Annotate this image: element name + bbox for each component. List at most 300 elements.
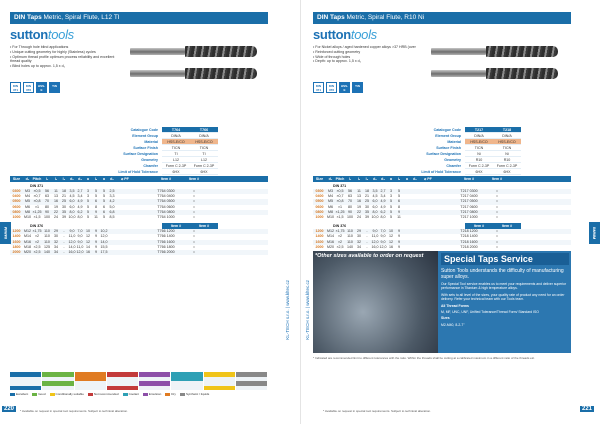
banner-heading: Sizes [441,316,450,321]
table-cell: 18 [365,189,369,193]
coating-icon: TiN [352,82,363,93]
table-cell: 32 [54,239,58,244]
table-cell: ×0,5 [33,189,41,193]
table-cell: 110 [347,234,353,239]
table-cell: • [496,214,498,219]
table-cell: 8 [398,204,400,209]
table-cell: 22 [54,209,58,214]
table-cell: 6,0 [69,204,75,209]
table-cell: 11 [397,214,401,219]
tap-shank [431,70,486,77]
table-cell: 4,2 [109,199,115,204]
table-cell: 21 [62,194,66,199]
table-cell: T217 1000 [460,214,478,219]
table-cell: ×1 [337,204,343,209]
column-label: d₂ [373,177,377,181]
page-header: DIN Taps Metric, Spiral Flute, L12 TI [10,12,268,24]
table-cell: • [496,229,498,234]
table-cell: • [193,189,195,193]
table-cell: 5 [95,189,97,193]
table-cell: 12 [86,239,90,244]
table-cell: 3,5 [372,189,378,193]
table-cell: 2000 [315,244,324,249]
footnote: * Available on request in special tool requirements. Subject to technical alteration. [323,409,432,413]
table-cell: 80 [348,204,352,209]
page-number: 221 [581,406,592,412]
table-cell: 6,0 [69,199,75,204]
table-cell: 18 [62,189,66,193]
table-cell: ×1,25 [335,209,345,214]
group-header: DIN 376 Item # Item # [313,223,571,229]
table-cell: 10,0 [371,214,379,219]
legend-item: Excellent [10,392,28,396]
tap-shank [130,70,185,77]
table-cell: 10,2 [100,229,108,234]
table-cell: 25 [62,199,66,204]
banner-subtitle: Sutton Tools understands the difficulty of manufacturing super alloys. [441,268,564,280]
banner-tagline: *Other sizes available to order on request [315,253,424,259]
legend-item: Conditionally suitable [50,392,84,396]
table-cell: 9 [398,209,400,214]
legend-item: Emulsion [143,392,161,396]
spec-row: Geometry R10 R10 [313,157,571,163]
sutton-logo: suttontools [313,27,377,42]
table-cell: M5 [25,199,30,204]
table-cell: 5 [87,199,89,204]
column-label: d₁ [328,177,333,181]
table-cell: M20 [24,249,31,254]
table-cell [116,250,134,255]
table-cell: 6,8 [109,209,115,214]
table-cell: 70 [348,199,352,204]
table-cell: 110 [347,239,353,244]
table-cell: 3,4 [380,194,386,199]
column-label: l₂ [357,177,361,181]
table-cell: ×0,7 [336,194,344,199]
column-label: d₁ [25,177,30,181]
spec-table [313,127,571,250]
table-cell: 0500 [12,199,21,204]
table-cell: • [193,194,195,199]
spec-row: Surface Finish TICN TICN [313,145,571,151]
table-cell: T764 0800 [157,209,175,214]
table-cell [116,215,134,220]
din371-icon: DIN 371 [313,82,324,93]
table-cell: 10,0 [68,214,76,219]
table-cell: 3,5 [69,189,75,193]
table-cell: 5 [95,194,97,199]
column-label [134,176,152,182]
table-cell: T217 0500 [460,199,478,204]
table-cell: - [63,234,65,239]
table-cell: T766 2000 [157,249,175,254]
column-label: d₃ [78,177,82,181]
table-cell: 16 [54,199,58,204]
column-label: Item # [491,177,503,181]
table-cell: 19 [54,204,58,209]
table-cell: • [193,249,195,254]
table-cell: 56 [45,189,49,193]
table-cell: T764 0300 [157,189,175,193]
matrix-cell [139,386,171,391]
column-label: l₉ [397,177,401,181]
table-cell: 5 [103,194,105,199]
table-cell: 11 [54,189,58,193]
group-title: DIN 371 [30,184,44,188]
table-cell: 29 [357,229,361,234]
table-cell: 39 [62,214,66,219]
table-cell: 0800 [315,209,324,214]
spec-row: Chamfer Form C 2-3P Form C 2-3P [10,163,268,169]
table-cell: 4,5 [69,194,75,199]
legend-item: Good [32,392,45,396]
table-cell: ×2 [337,234,343,239]
table-cell: - [366,244,368,249]
table-cell: T766 1600 [157,239,175,244]
table-cell: 0300 [315,189,324,193]
table-cell: 9 [95,249,97,254]
table-cell [108,250,116,255]
page-header: DIN Taps Metric, Spiral Flute, R10 Ni [313,12,571,24]
table-cell: T218 1600 [460,239,478,244]
table-cell: ×1 [34,204,40,209]
product-rows [10,229,268,255]
table-cell: T218 1200 [460,229,478,234]
table-cell: 80 [45,204,49,209]
legend-item: Not recommended [88,392,119,396]
table-cell [419,245,437,250]
table-cell: ×2,5 [336,244,344,249]
spec-row: Chamfer Form C 2-3P Form C 2-3P [313,163,571,169]
table-cell: 9 [398,234,400,239]
column-label: d₃ [381,177,385,181]
tap-shank [130,48,185,55]
table-cell: T764 0400 [157,194,175,199]
tap-image [486,68,558,79]
table-cell: M10 [24,214,31,219]
special-taps-banner [313,251,571,353]
table-cell: T218 2000 [460,244,478,249]
table-cell: 140 [347,244,353,249]
table-cell: 6,2 [380,209,386,214]
table-cell [134,250,152,255]
table-cell: 9 [95,239,97,244]
tap-image [185,68,257,79]
table-cell: 21 [365,194,369,199]
column-label [437,176,455,182]
table-cell: ×2,5 [33,249,41,254]
table-cell: M14 [24,234,31,239]
table-cell: 12,0 [76,249,84,254]
table-cell: 9 [95,244,97,249]
website-text: KL-TECH s.r.o. | www.kltec.cz [305,280,310,340]
table-cell: • [496,209,498,214]
table-cell: 7,0 [380,229,386,234]
table-cell: 1000 [12,214,21,219]
table-cell: 110 [44,239,50,244]
table-cell: 5 [390,204,392,209]
feature-bullets: • For Nickel alloys / aged hardened copper alloys >37 HRB (over • Reinforced cutting geometry • Wide of through holes • Depth: up to approx. 1,5 x d₁ [313,45,416,64]
legend-item: Dry [165,392,176,396]
table-cell: 4,5 [372,194,378,199]
table-cell: 12,0 [379,244,387,249]
column-label: Item # [463,177,475,181]
spec-row: Catalogue Code T217 T218 [313,127,571,133]
table-cell: T217 0800 [460,209,478,214]
footnote: * Available on request in special tool requirements. Subject to technical alteration. [20,409,129,413]
table-cell: 12 [86,234,90,239]
spec-row: Element Group DIN/A DIN/A [313,133,571,139]
table-row [313,215,571,220]
spec-row: Surface Designation TI TI [10,151,268,157]
table-cell: 5 [390,199,392,204]
table-cell: 0600 [315,204,324,209]
table-cell: 30 [54,234,58,239]
table-cell [437,215,455,220]
table-cell: M6 [25,204,30,209]
table-cell: - [366,239,368,244]
din376-icon: DIN 376 [23,82,34,93]
table-cell: 9 [95,234,97,239]
table-cell: 100 [347,214,353,219]
table-cell: • [193,234,195,239]
table-cell: ×2 [337,239,343,244]
column-label: Item # [160,177,172,181]
table-cell: 5,0 [109,204,115,209]
table-cell: 5 [390,209,392,214]
product-rows [10,189,268,220]
table-cell: 6 [103,204,105,209]
column-label: ⌀ PF [121,177,129,181]
table-cell: 6 [103,209,105,214]
table-cell: 56 [348,189,352,193]
column-label: d₂ [413,177,417,181]
table-cell: 63 [348,194,352,199]
note-text: * Indicated are recommended limit to different tolerances with the ratio. Within the threads shall be cutting at a calibrated maximum in a different ratio of the threads etc. [313,356,536,360]
banner-paragraph: M, MF, UNC, UNF, Unified Tolerance/Thread Form/ Standard ISO [441,310,539,315]
table-cell: ×0,8 [33,199,41,204]
table-cell: 29 [54,229,58,234]
table-cell: 9 [398,244,400,249]
matrix-cell [107,386,139,391]
table-cell: 2000 [12,249,21,254]
table-cell: 9,0 [380,234,386,239]
table-row [313,245,571,250]
table-cell: • [193,239,195,244]
legend-item: Coolant [123,392,139,396]
table-cell: T766 1800 [157,244,175,249]
table-cell: 2,5 [109,189,115,193]
spec-row: Surface Designation Ni Ni [313,151,571,157]
table-cell: ×0,5 [336,189,344,193]
table-cell: T217 0400 [460,194,478,199]
column-label: Pitch [32,177,42,181]
spec-row: Limit of Hold Tolerance 6HX 6HX [10,169,268,175]
table-cell: 16,0 [371,244,379,249]
table-cell: 24 [357,214,361,219]
table-cell: M4 [328,194,333,199]
din376-icon: DIN 376 [326,82,337,93]
table-cell: 25 [365,199,369,204]
table-cell: 6,2 [77,209,83,214]
banner-paragraph: With sets to all level of the sizes, your quality rate of product any need for an order delivery. Refer your technical team with our Tools team. [441,292,565,302]
table-cell: 9 [398,229,400,234]
column-label: l₁ [45,177,49,181]
table-cell: • [193,204,195,209]
table-cell: T218 1400 [460,234,478,239]
table-cell: 30 [62,204,66,209]
table-cell: 90 [45,209,49,214]
table-cell: 0300 [12,189,21,193]
table-cell: • [193,214,195,219]
table-cell: 11 [357,189,361,193]
standard-icons [10,82,60,93]
column-label: l₂ [54,177,58,181]
table-cell: 12 [389,239,393,244]
table-cell: 9 [95,209,97,214]
table-cell: M12 [327,229,334,234]
table-cell: 8 [95,204,97,209]
table-cell: 2,7 [77,189,83,193]
matrix-cell [10,386,42,391]
table-cell: • [193,229,195,234]
column-label: l₃ [365,177,369,181]
matrix-cell [171,386,203,391]
table-cell: 9,0 [69,229,75,234]
coating-icon: TiN [49,82,60,93]
matrix-row [10,386,268,391]
table-cell: 8,5 [109,214,115,219]
table-cell: T217 0300 [460,189,478,193]
table-cell: • [193,209,195,214]
table-cell: 9 [95,229,97,234]
table-cell [411,215,419,220]
table-cell: M8 [328,209,333,214]
table-cell: • [496,234,498,239]
table-cell: 63 [45,194,49,199]
table-cell: 19 [357,204,361,209]
table-cell: 70 [45,199,49,204]
table-cell: 12,0 [100,234,108,239]
product-rows [313,189,571,220]
table-cell [403,215,411,220]
table-cell [411,245,419,250]
banner-text [441,253,569,327]
matrix-cell [75,386,107,391]
table-cell: 5 [398,194,400,199]
table-cell: 11,0 [371,234,379,239]
table-cell: 1200 [12,229,21,234]
table-cell: 4,9 [380,199,386,204]
table-cell: 22 [357,209,361,214]
table-cell: 2,7 [380,189,386,193]
table-cell: 5 [87,209,89,214]
table-cell: 90 [348,209,352,214]
column-label: a [406,177,408,181]
table-cell: M10 [327,214,334,219]
column-label: d₂ [70,177,74,181]
spec-row: Element Group DIN/A DIN/A [10,133,268,139]
side-tab: IM/MM [589,222,600,244]
table-cell: T766 1200 [157,229,175,234]
table-cell: 30 [357,234,361,239]
table-cell: M8 [25,209,30,214]
table-cell: • [496,244,498,249]
banner-paragraph: Our Special Tool service enables us to meet your requirements and deliver superior performance in Titanium & high temperature alloys. [441,282,567,291]
table-cell: 6,0 [372,199,378,204]
table-cell: 11,0 [76,244,84,249]
table-cell: 3 [87,189,89,193]
table-cell: 10 [389,229,393,234]
table-cell: M16 [24,239,31,244]
table-cell: - [63,249,65,254]
table-cell: 8,0 [69,209,75,214]
table-cell: 5 [87,204,89,209]
column-label: l₁ [348,177,352,181]
table-cell: 4,9 [77,199,83,204]
legend-item: Synthetic / liquids [180,392,209,396]
feature-bullets: • For Through hole blind applications • Unique cutting geometry for highly (Stainless) cycles • Optimum thread profile optimum process reliability and excellent thread quality • Blind holes up to approx. 1,5 x d₁ [10,45,115,69]
table-cell: 100 [44,214,50,219]
table-cell: • [496,204,498,209]
table-cell: 0500 [315,199,324,204]
table-cell: 12,0 [371,239,379,244]
table-cell: 110 [44,229,50,234]
table-cell: 4,9 [77,204,83,209]
table-cell: 5 [103,189,105,193]
website-text: KL-TECH s.r.o. | www.kltec.cz [285,280,290,340]
table-cell: 4,9 [380,204,386,209]
spec-table [10,127,268,255]
table-cell: 24 [54,214,58,219]
page-number: 220 [4,406,15,412]
table-cell: 1000 [315,214,324,219]
table-cell: M4 [25,194,30,199]
table-cell: 0400 [12,194,21,199]
column-label: a [390,177,392,181]
table-cell: T764 1000 [157,214,175,219]
column-label: Pitch [335,177,345,181]
table-cell: 3 [87,194,89,199]
table-cell: 125 [44,244,50,249]
table-row [10,215,268,220]
table-cell: 9,0 [77,239,83,244]
table-cell: 16 [357,199,361,204]
table-cell: 13 [357,194,361,199]
table-cell: ×1,75 [335,229,345,234]
table-cell: 3 [390,194,392,199]
table-cell: ×2 [34,239,40,244]
material-legend [10,392,268,396]
matrix-cell [236,386,268,391]
table-cell: 110 [347,229,353,234]
table-cell: 8,0 [77,214,83,219]
side-tab: IM/MM [0,222,11,244]
table-cell: 5 [103,199,105,204]
table-cell: 5 [103,214,105,219]
table-cell: 9,0 [77,234,83,239]
table-cell: 9,0 [380,239,386,244]
group-title: DIN 371 [333,184,347,188]
spec-row: Material HSS-E/CO HSS-E/CO [10,139,268,145]
table-cell: ×1,5 [336,214,344,219]
table-cell: ×2 [34,234,40,239]
table-cell: M6 [328,204,333,209]
spec-row: Limit of Hold Tolerance 6HX 6HX [313,169,571,175]
table-cell: T764 0500 [157,199,175,204]
material-icon: HSS-E [37,84,46,92]
table-cell: 34 [357,244,361,249]
